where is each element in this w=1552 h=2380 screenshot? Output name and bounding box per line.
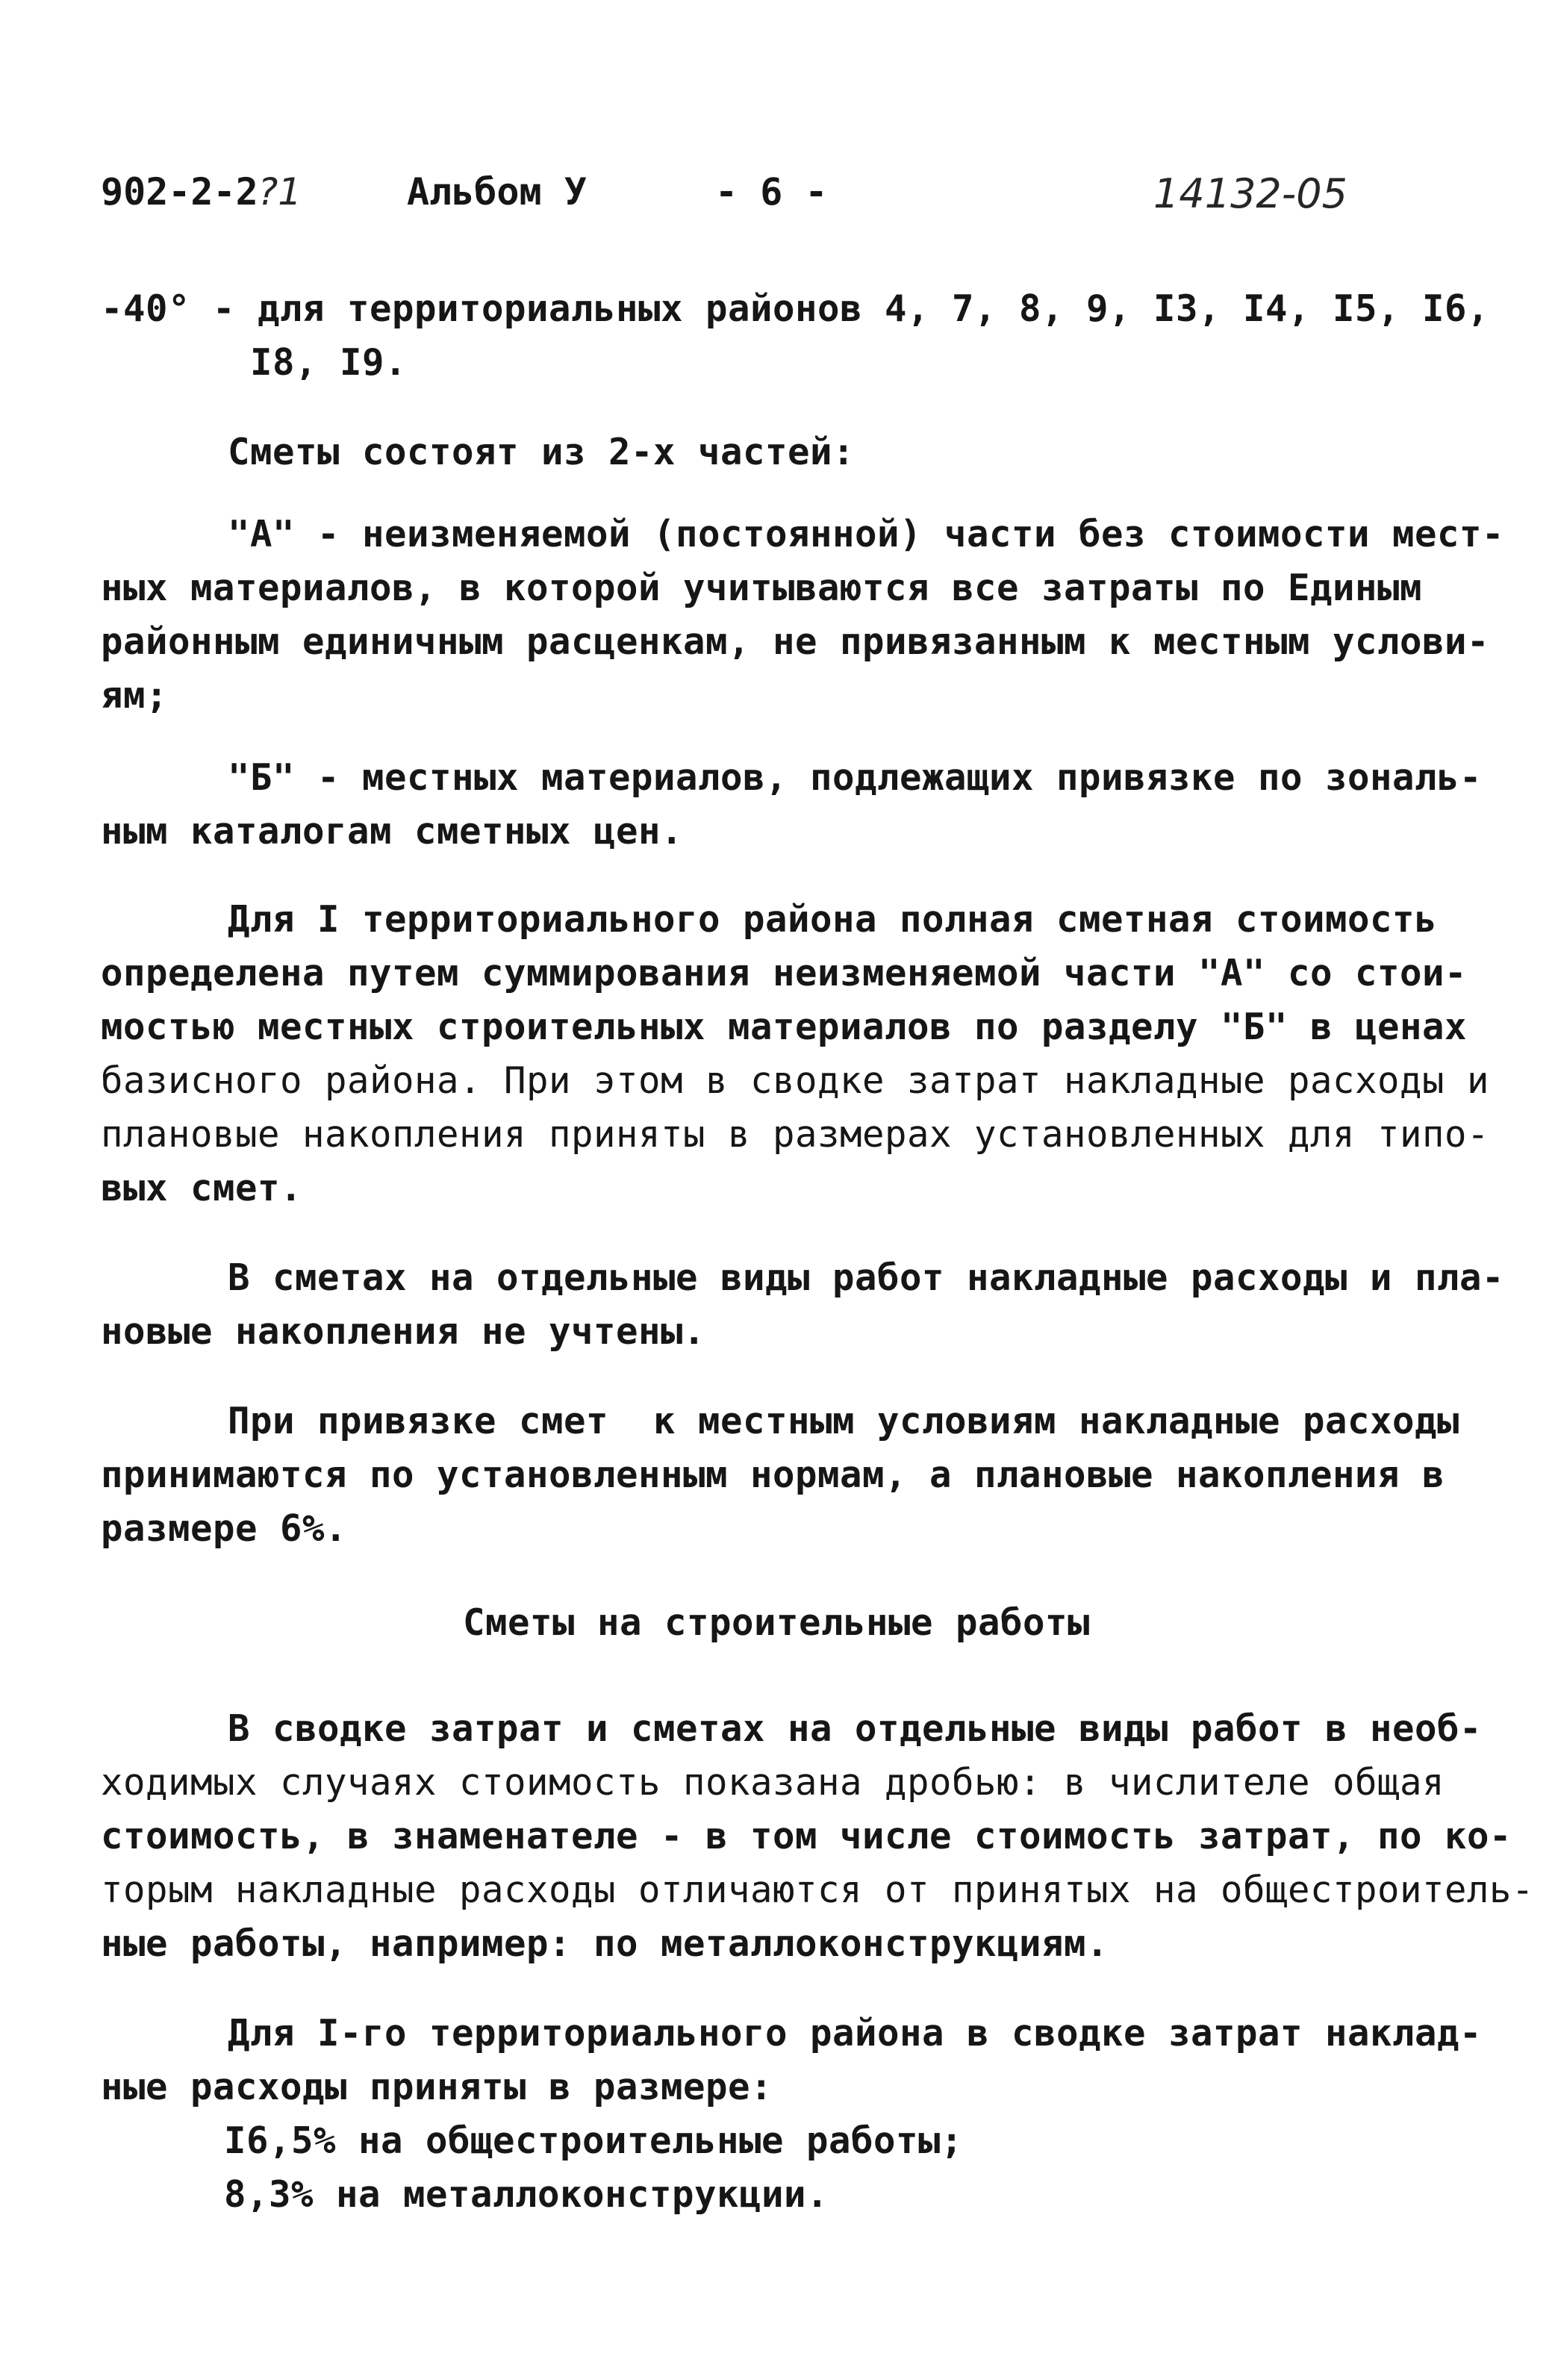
intro-line: I8, I9. — [250, 341, 408, 384]
inventory-number: 14132-05 — [1153, 170, 1347, 217]
binding-line: размере 6%. — [101, 1507, 348, 1550]
district-one-line: базисного района. При этом в сводке затрат накладные расходы и — [101, 1059, 1490, 1102]
binding-line: принимаются по установленным нормам, а плановые накопления в — [101, 1454, 1445, 1496]
intro-line: -40° - для территориальных районов 4, 7, 8, 9, I3, I4, I5, I6, — [101, 287, 1490, 330]
fraction-line: торым накладные расходы отличаются от принятых на общестроитель- — [101, 1869, 1535, 1911]
part-b-line: ным каталогам сметных цен. — [101, 810, 684, 853]
district-one-line: плановые накопления приняты в размерах установленных для типо- — [101, 1113, 1490, 1156]
district-one-line: Для I территориального района полная сметная стоимость — [228, 898, 1438, 941]
binding-line: При привязке смет к местным условиям накладные расходы — [228, 1400, 1460, 1442]
handwritten-code-suffix: ?1 — [258, 170, 302, 214]
district-one-line: мостью местных строительных материалов по разделу "Б" в ценах — [101, 1006, 1468, 1048]
part-a-line: районным единичным расценкам, не привязанным к местным услови- — [101, 620, 1490, 663]
construction-heading: Сметы на строительные работы — [463, 1601, 1091, 1644]
overheads-line: Для I-го территориального района в сводке затрат наклад- — [228, 2012, 1483, 2055]
part-a-line: ных материалов, в которой учитываются все затраты по Единым — [101, 567, 1423, 609]
fraction-line: ные работы, например: по металлоконструкциям. — [101, 1922, 1109, 1965]
not-included-line: В сметах на отдельные виды работ накладные расходы и пла- — [228, 1256, 1505, 1299]
fraction-line: В сводке затрат и сметах на отдельные виды работ в необ- — [228, 1707, 1483, 1750]
fraction-line: стоимость, в знаменателе - в том числе стоимость затрат, по ко- — [101, 1815, 1512, 1857]
composition-heading: Сметы состоят из 2-х частей: — [228, 431, 856, 473]
page-number: - 6 - — [715, 170, 828, 214]
not-included-line: новые накопления не учтены. — [101, 1310, 706, 1353]
part-b-line: "Б" - местных материалов, подлежащих привязке по зональ- — [228, 756, 1483, 799]
overheads-line: I6,5% на общестроительные работы; — [224, 2119, 964, 2162]
part-a-line: ям; — [101, 674, 169, 717]
district-one-line: вых смет. — [101, 1167, 303, 1209]
album-label: Альбом У — [407, 170, 587, 214]
overheads-line: 8,3% на металлоконструкции. — [224, 2173, 829, 2216]
fraction-line: ходимых случаях стоимость показана дробью: в числителе общая — [101, 1761, 1445, 1804]
district-one-line: определена путем суммирования неизменяемой части "А" со стои- — [101, 952, 1468, 994]
part-a-line: "А" - неизменяемой (постоянной) части без стоимости мест- — [228, 513, 1505, 555]
document-code: 902-2-2?1 — [101, 170, 302, 214]
overheads-line: ные расходы приняты в размере: — [101, 2066, 773, 2108]
